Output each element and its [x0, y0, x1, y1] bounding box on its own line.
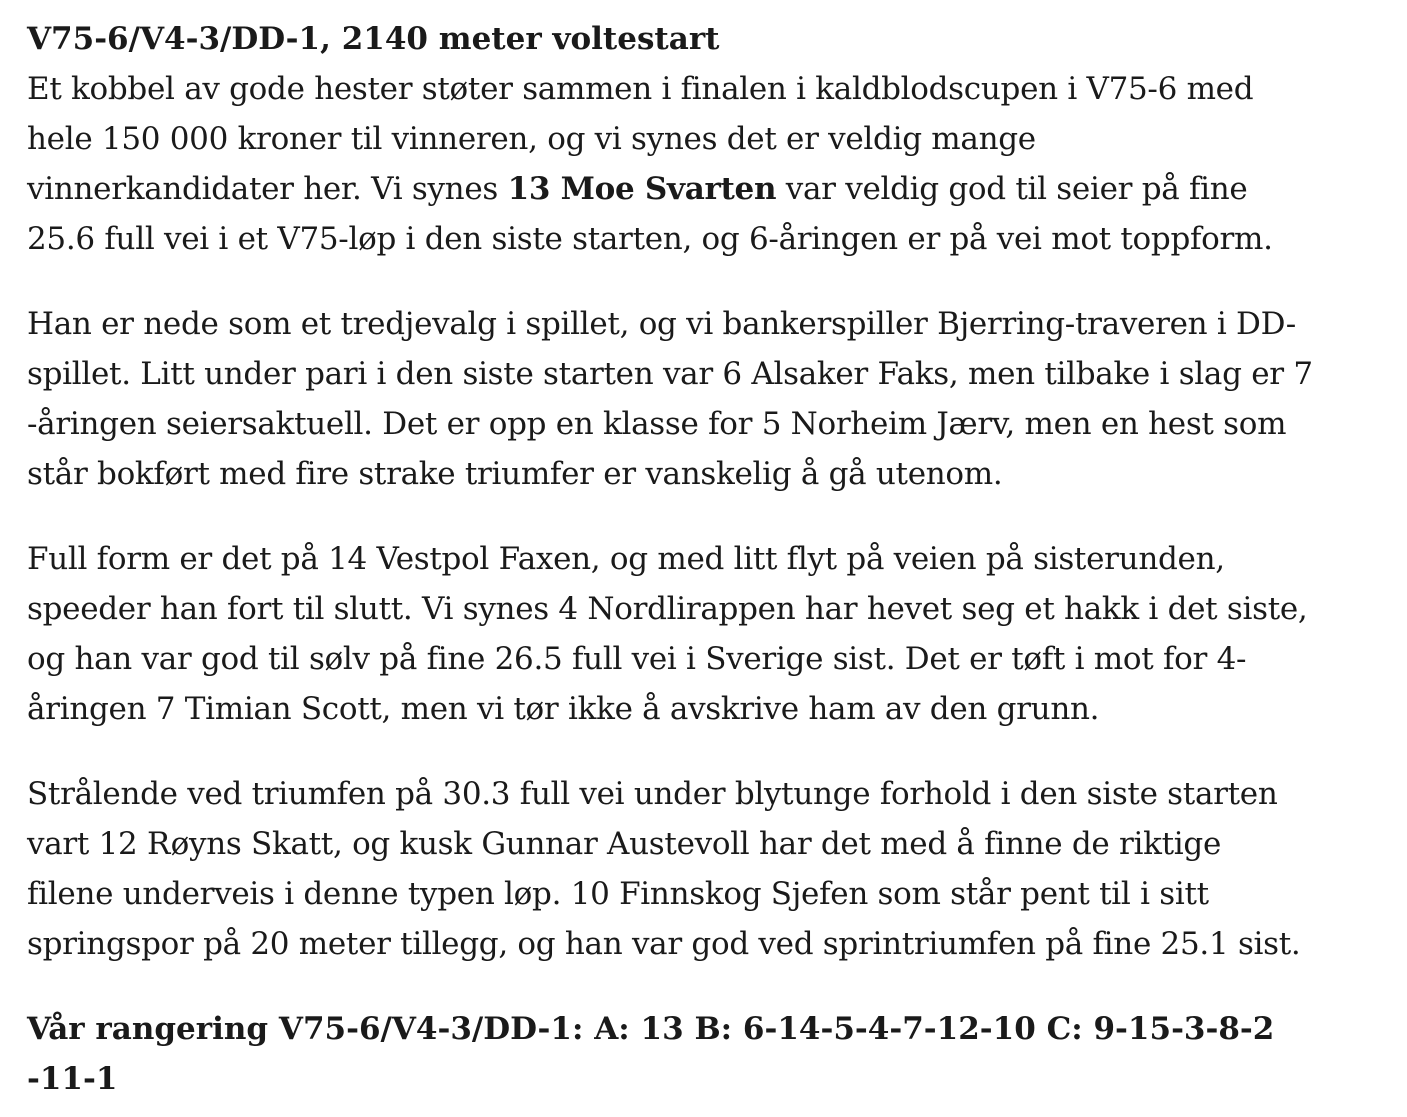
ranking-line: Vår rangering V75-6/V4-3/DD-1: A: 13 B: 6-14-5-4-7-12-10 C: 9-15-3-8-2 [27, 1011, 1275, 1047]
text-line: hele 150 000 kroner til vinneren, og vi synes det er veldig mange [27, 121, 1036, 157]
text-line: står bokført med fire strake triumfer er vanskelig å gå utenom. [27, 456, 1003, 492]
paragraph-1 [27, 64, 1377, 264]
text-line: -åringen seiersaktuell. Det er opp en klasse for 5 Norheim Jærv, men en hest som [27, 406, 1287, 442]
paragraph-2 [27, 299, 1377, 499]
text-line: springspor på 20 meter tillegg, og han var god ved sprintriumfen på fine 25.1 sist. [27, 926, 1301, 962]
text-line: 25.6 full vei i et V75-løp i den siste starten, og 6-åringen er på vei mot toppform. [27, 221, 1273, 257]
text-line: speeder han fort til slutt. Vi synes 4 Nordlirappen har hevet seg et hakk i det siste, [27, 591, 1308, 627]
text-line: åringen 7 Timian Scott, men vi tør ikke å avskrive ham av den grunn. [27, 691, 1100, 727]
text-line: Strålende ved triumfen på 30.3 full vei under blytunge forhold i den siste starten [27, 776, 1278, 812]
text-line: spillet. Litt under pari i den siste starten var 6 Alsaker Faks, men tilbake i slag er 7 [27, 356, 1313, 392]
horse-highlight: 13 Moe Svarten [507, 171, 777, 207]
text-line: og han var god til sølv på fine 26.5 full vei i Sverige sist. Det er tøft i mot for 4- [27, 641, 1247, 677]
paragraph-3 [27, 534, 1377, 734]
text-line: Han er nede som et tredjevalg i spillet, og vi bankerspiller Bjerring-traveren i DD- [27, 306, 1296, 342]
race-heading: V75-6/V4-3/DD-1, 2140 meter voltestart [27, 21, 720, 57]
text-segment: vinnerkandidater her. Vi synes [27, 171, 508, 207]
ranking-line: -11-1 [27, 1061, 118, 1097]
paragraph-4 [27, 769, 1377, 969]
text-line: filene underveis i denne typen løp. 10 Finnskog Sjefen som står pent til i sitt [27, 876, 1209, 912]
text-line: vart 12 Røyns Skatt, og kusk Gunnar Austevoll har det med å finne de riktige [27, 826, 1222, 862]
text-line: Et kobbel av gode hester støter sammen i finalen i kaldblodscupen i V75-6 med [27, 71, 1254, 107]
text-line [27, 164, 1377, 214]
text-segment: var veldig god til seier på fine [776, 171, 1248, 207]
article [27, 14, 1377, 1104]
ranking-summary [27, 1004, 1377, 1104]
text-line: Full form er det på 14 Vestpol Faxen, og med litt flyt på veien på sisterunden, [27, 541, 1225, 577]
